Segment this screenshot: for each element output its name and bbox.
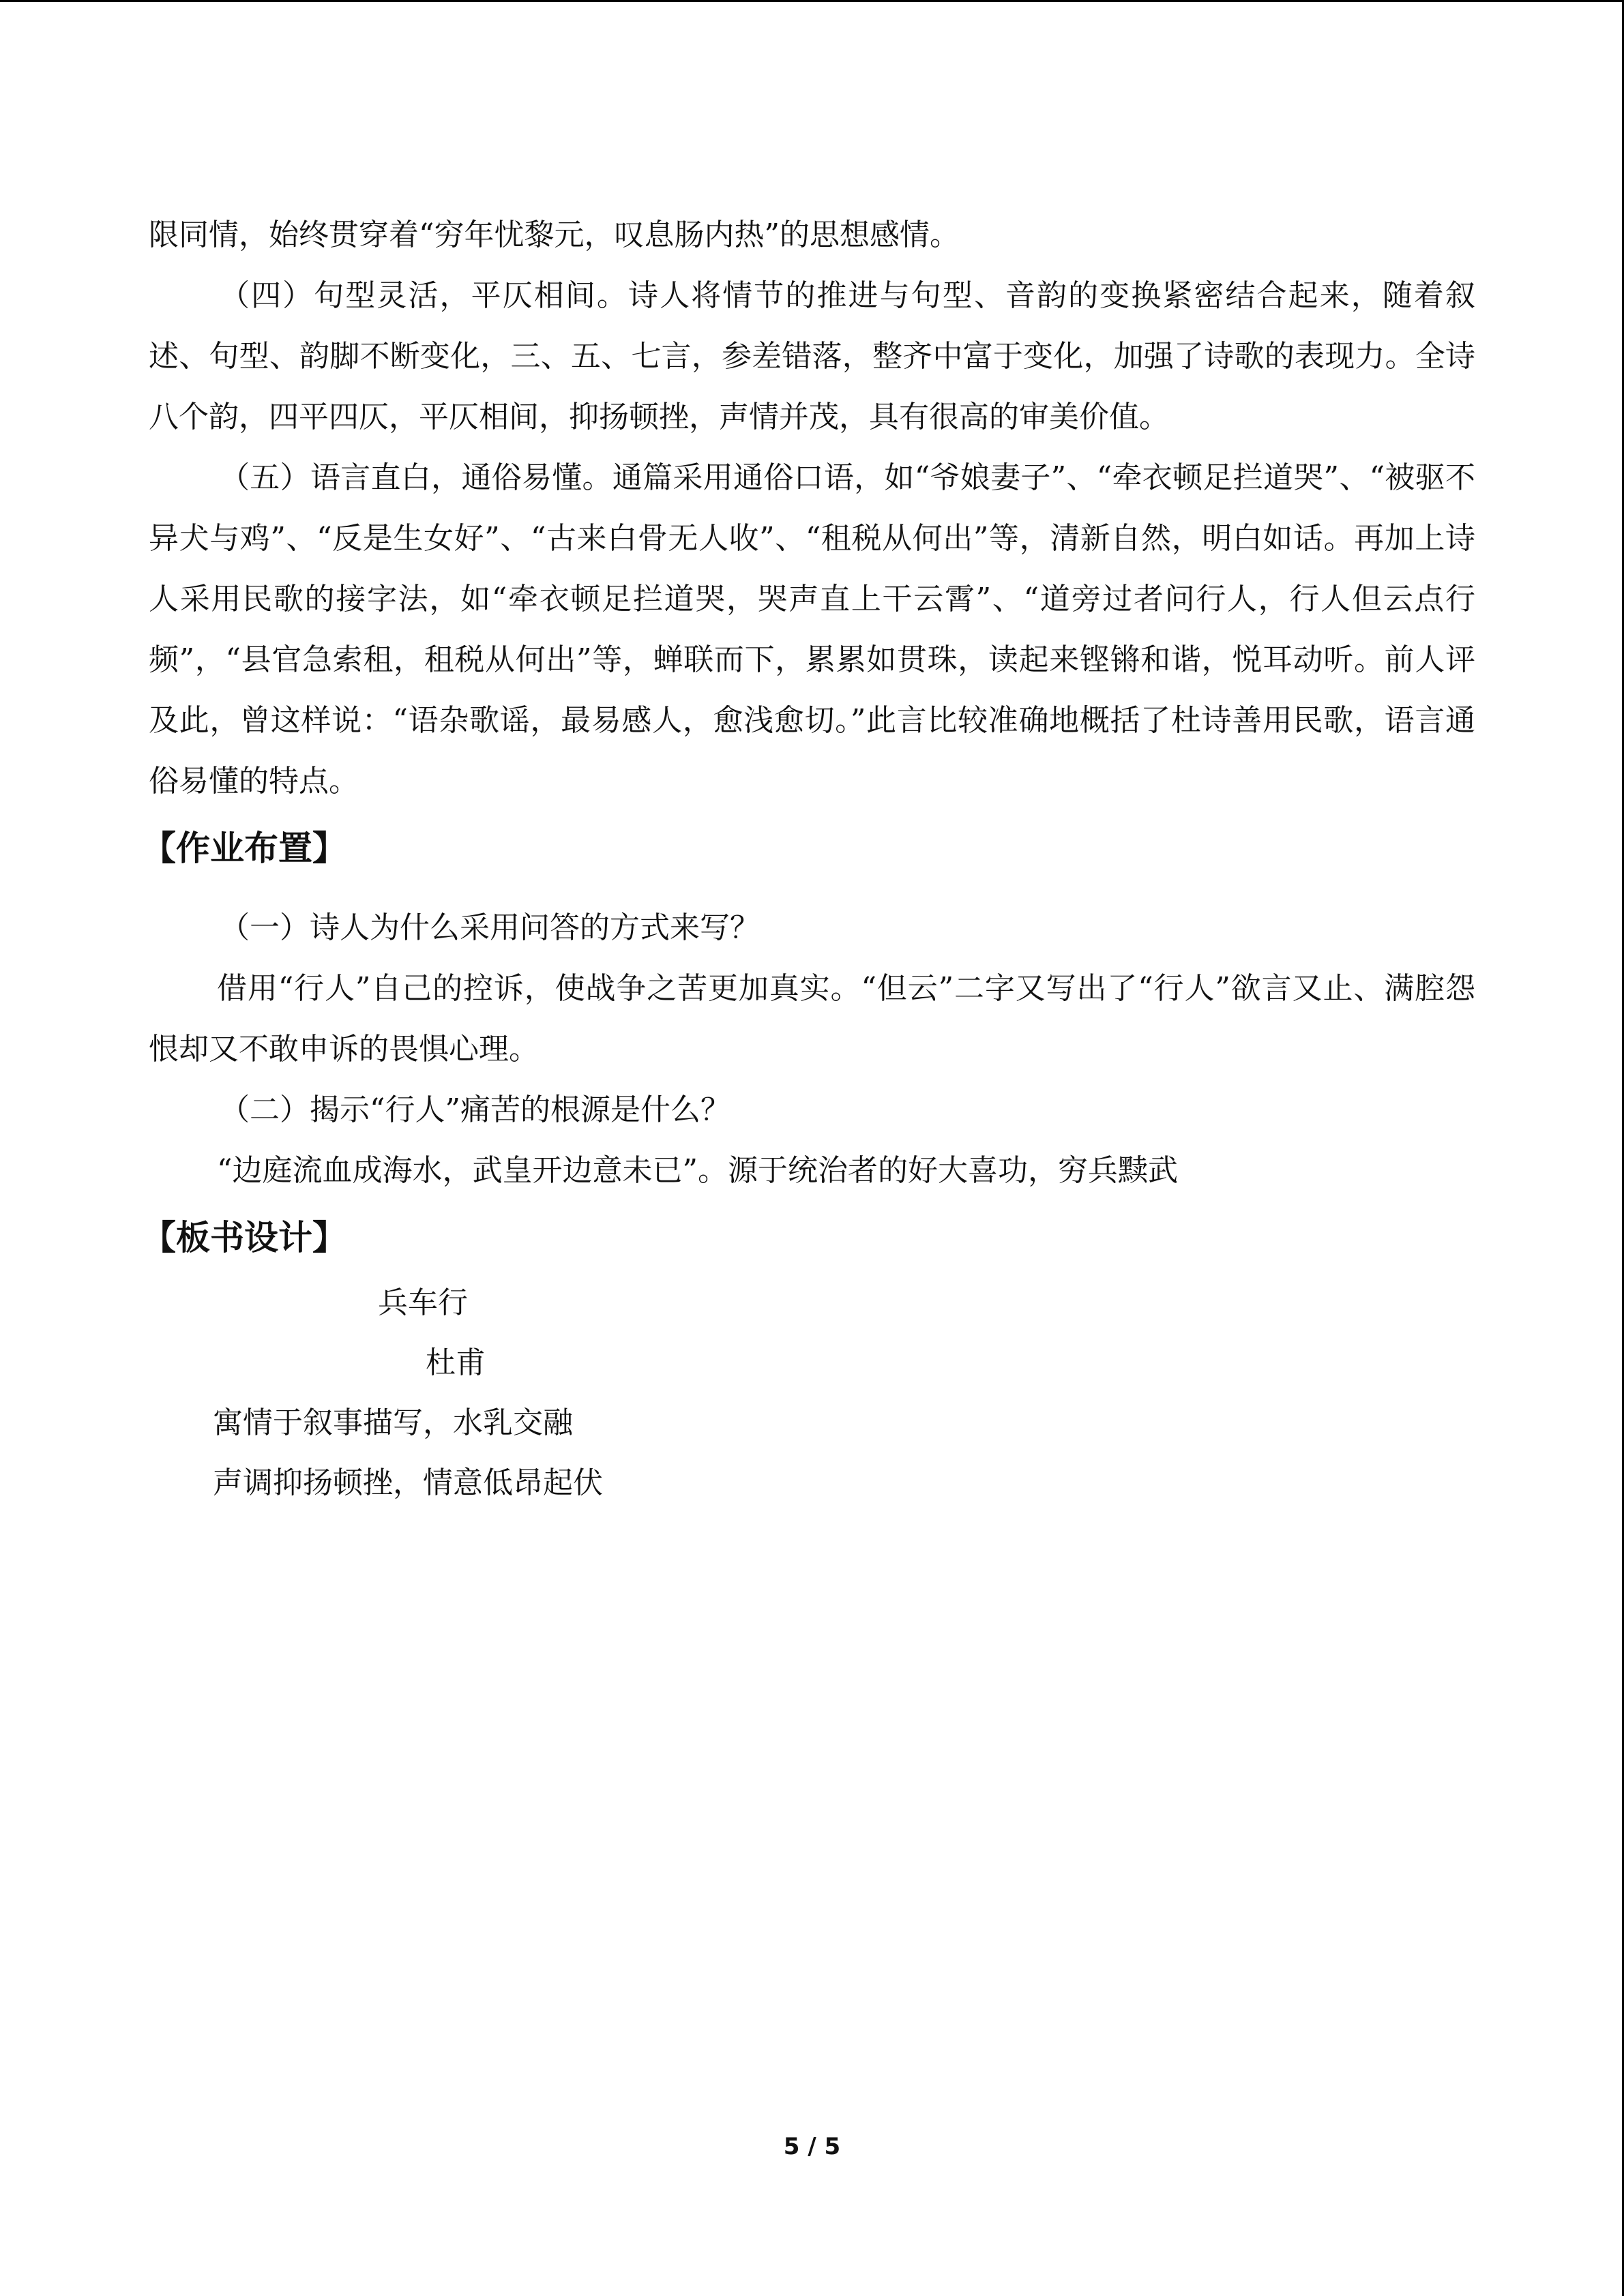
- paragraph-section-4: （四）句型灵活，平仄相间。诗人将情节的推进与句型、音韵的变换紧密结合起来，随着叙述、句型、韵脚不断变化，三、五、七言，参差错落，整齐中富于变化，加强了诗歌的表现力。全诗八个韵，四平四仄，平仄相间，抑扬顿挫，声情并茂，具有很高的审美价值。: [149, 278, 1475, 434]
- homework-answer-2: “边庭流血成海水，武皇开边意未已”。源于统治者的好大喜功，穷兵黩武: [217, 1153, 1178, 1188]
- paragraph-section-5: （五）语言直白，通俗易懂。通篇采用通俗口语，如“爷娘妻子”、“牵衣顿足拦道哭”、“被驱不异犬与鸡”、“反是生女好”、“古来白骨无人收”、“租税从何出”等，清新自然，明白如话。再加上诗人采用民歌的接字法，如“牵衣顿足拦道哭，哭声直上干云霄”、“道旁过者问行人，行人但云点行频”，“县官急索租，租税从何出”等，蝉联而下，累累如贯珠，读起来铿锵和谐，悦耳动听。前人评及此，曾这样说：“语杂歌谣，最易感人，愈浅愈切。”此言比较准确地概括了杜诗善用民歌，语言通俗易懂的特点。: [149, 460, 1475, 799]
- homework-answer-1: 借用“行人”自己的控诉，使战争之苦更加真实。“但云”二字又写出了“行人”欲言又止、满腔怨恨却又不敢申诉的畏惧心理。: [149, 971, 1475, 1067]
- board-author: 杜甫: [426, 1345, 486, 1380]
- board-line-1: 寓情于叙事描写，水乳交融: [213, 1405, 573, 1440]
- homework-heading: 【作业布置】: [142, 829, 346, 868]
- page-number: 5 / 5: [783, 2133, 841, 2160]
- homework-question-1: （一）诗人为什么采用问答的方式来写？: [220, 910, 760, 945]
- homework-question-2: （二）揭示“行人”痛苦的根源是什么？: [220, 1092, 730, 1127]
- board-design: [149, 1274, 1475, 1527]
- board-design-heading: 【板书设计】: [142, 1218, 346, 1257]
- document-content: [142, 205, 1475, 1527]
- board-title: 兵车行: [378, 1285, 468, 1320]
- paragraph-continuation: 限同情，始终贯穿着“穷年忧黎元，叹息肠内热”的思想感情。: [149, 218, 960, 252]
- board-line-2: 声调抑扬顿挫，情意低昂起伏: [213, 1465, 603, 1500]
